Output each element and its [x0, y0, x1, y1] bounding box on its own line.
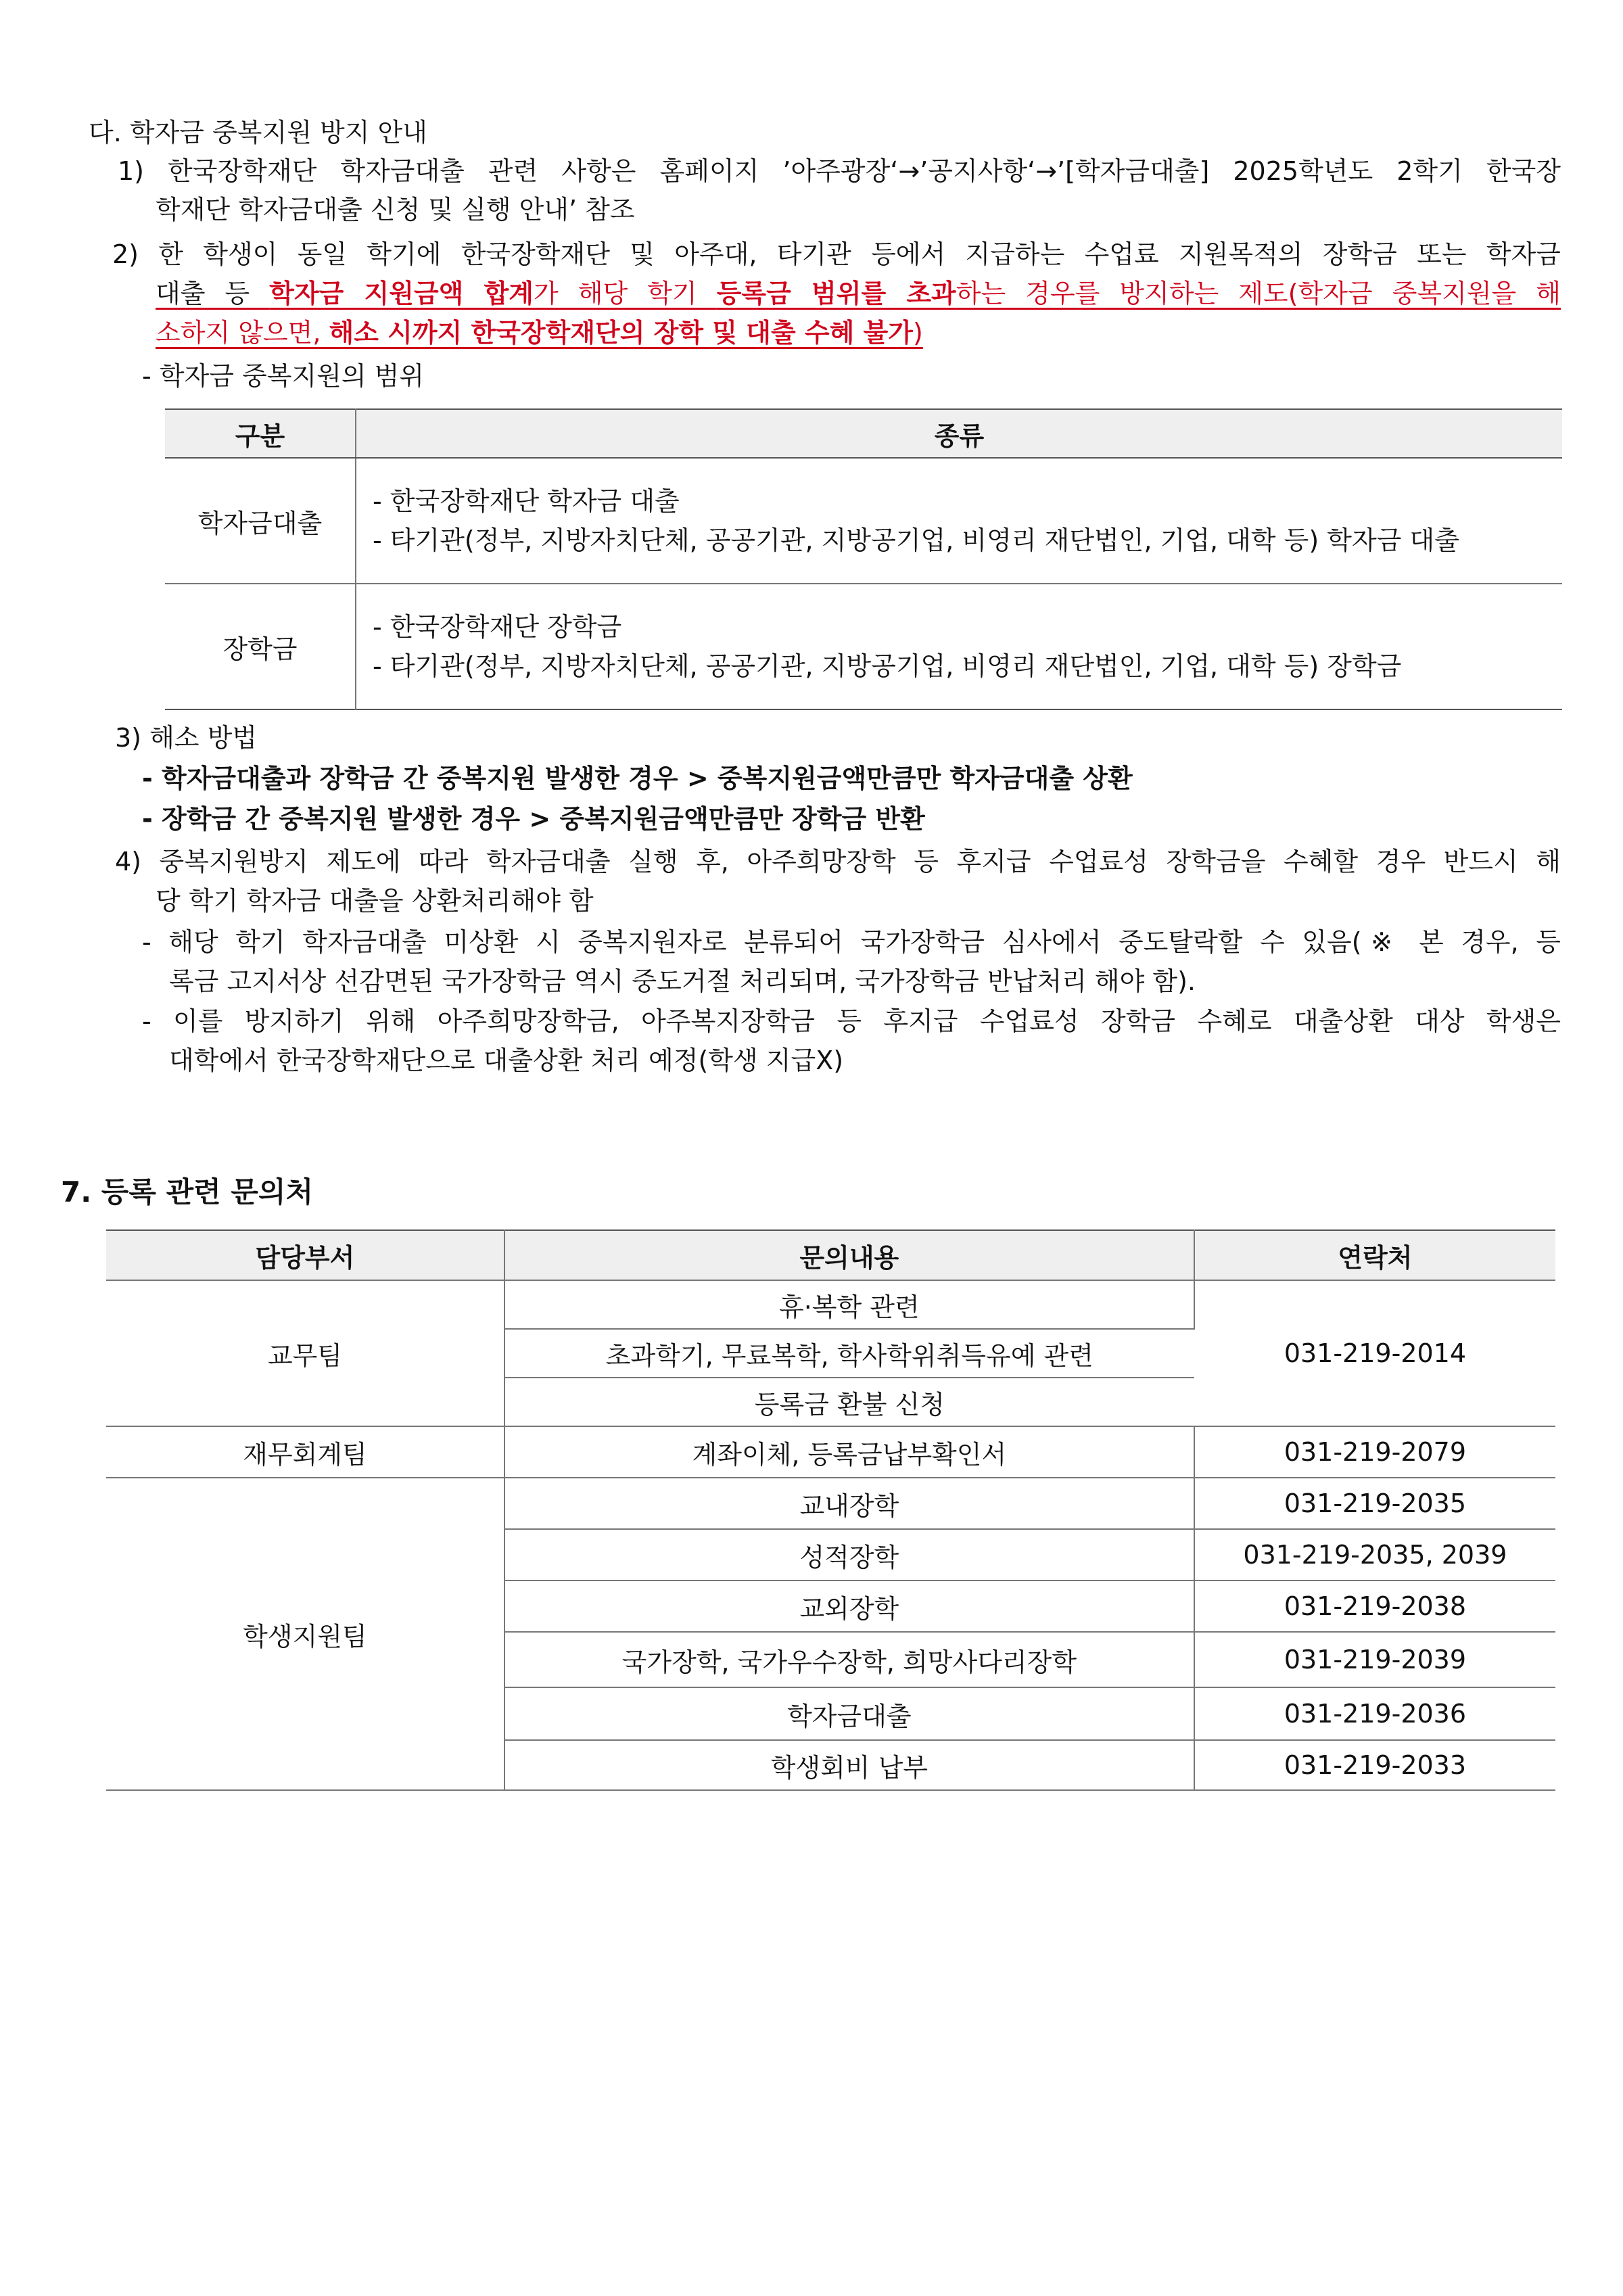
item4-line1: 4) 중복지원방지 제도에 따라 학자금대출 실행 후, 아주희망장학 등 후지급 수업료성 장학금을 수혜할 경우 반드시 해 [115, 847, 1561, 876]
item2-line2-bold2: 등록금 범위를 초과 [716, 279, 956, 308]
item4-line3: - 해당 학기 학자금대출 미상환 시 중복지원자로 분류되어 국가장학금 심사에서 중도탈락할 수 있음(※ 본 경우, 등 [142, 927, 1561, 957]
scope-category-scholarship: 장학금 [165, 584, 356, 709]
contact-phone: 031-219-2036 [1194, 1687, 1555, 1740]
table-row [165, 458, 1562, 584]
contact-item: 국가장학, 국가우수장학, 희망사다리장학 [504, 1632, 1194, 1687]
section7-heading: 7. 등록 관련 문의처 [61, 1175, 314, 1209]
scope-label: - 학자금 중복지원의 범위 [142, 361, 425, 391]
table-row [106, 1280, 1555, 1329]
phone-finance: 031-219-2079 [1194, 1426, 1555, 1478]
scope-kind-line: - 한국장학재단 장학금 [373, 612, 622, 642]
scope-table [165, 408, 1562, 710]
contact-item: 휴·복학 관련 [504, 1280, 1194, 1329]
item1-line1: 1) 한국장학재단 학자금대출 관련 사항은 홈페이지 ’아주광장‘→’공지사항‘→’[학자금대출] 2025학년도 2학기 한국장 [118, 156, 1561, 186]
item3-line2: - 장학금 간 중복지원 발생한 경우 > 중복지원금액만큼만 장학금 반환 [142, 804, 925, 834]
contact-table-header-row [106, 1230, 1555, 1280]
contact-item: 등록금 환불 신청 [504, 1378, 1194, 1426]
scope-header-kind: 종류 [356, 409, 1562, 458]
contact-header-dept: 담당부서 [106, 1230, 504, 1280]
item2-line2-prefix: 대출 등 [156, 279, 270, 308]
phone-academic: 031-219-2014 [1194, 1280, 1555, 1426]
item4-line4: 록금 고지서상 선감면된 국가장학금 역시 중도거절 처리되며, 국가장학금 반납처리 해야 함). [169, 966, 1196, 996]
contact-item: 계좌이체, 등록금납부확인서 [504, 1426, 1194, 1478]
contact-phone: 031-219-2038 [1194, 1580, 1555, 1632]
item2-line2-mid2: 하는 경우를 방지하는 제도(학자금 중복지원을 해 [956, 279, 1561, 308]
item3-heading: 3) 해소 방법 [115, 723, 257, 753]
contact-table [106, 1229, 1555, 1791]
contact-item: 교내장학 [504, 1478, 1194, 1529]
item1-line2: 학재단 학자금대출 신청 및 실행 안내’ 참조 [156, 195, 635, 225]
item4-line2: 당 학기 학자금 대출을 상환처리해야 함 [156, 886, 594, 916]
contact-header-phone: 연락처 [1194, 1230, 1555, 1280]
contact-phone: 031-219-2035, 2039 [1194, 1529, 1555, 1580]
item4-line6: 대학에서 한국장학재단으로 대출상환 처리 예정(학생 지급X) [169, 1046, 844, 1075]
contact-item: 초과학기, 무료복학, 학사학위취득유예 관련 [504, 1329, 1194, 1378]
contact-phone: 031-219-2033 [1194, 1740, 1555, 1790]
item2-line1: 2) 한 학생이 동일 학기에 한국장학재단 및 아주대, 타기관 등에서 지급하는 수업료 지원목적의 장학금 또는 학자금 [112, 239, 1561, 269]
scope-table-header-row [165, 409, 1562, 458]
section-da-heading: 다. 학자금 중복지원 방지 안내 [89, 118, 427, 147]
item2-line2-bold1: 학자금 지원금액 합계 [269, 279, 534, 308]
item4-line5: - 이를 방지하기 위해 아주희망장학금, 아주복지장학금 등 후지급 수업료성 장학금 수혜로 대출상환 대상 학생은 [142, 1006, 1561, 1036]
contact-item: 교외장학 [504, 1580, 1194, 1632]
table-row [106, 1478, 1555, 1529]
table-row [165, 584, 1562, 709]
contact-item: 학자금대출 [504, 1687, 1194, 1740]
contact-phone: 031-219-2039 [1194, 1632, 1555, 1687]
item2-line3-bold: 해소 시까지 한국장학재단의 장학 및 대출 수혜 불가 [329, 318, 913, 348]
item2-line2-mid1: 가 해당 학기 [534, 279, 717, 308]
item3-line1: - 학자금대출과 장학금 간 중복지원 발생한 경우 > 중복지원금액만큼만 학자금대출 상환 [142, 764, 1133, 793]
dept-student-support: 학생지원팀 [106, 1478, 504, 1790]
item2-line3-prefix: 소하지 않으면, [156, 318, 329, 348]
scope-kind-loan [356, 458, 1562, 584]
table-row [106, 1426, 1555, 1478]
scope-kind-line: - 타기관(정부, 지방자치단체, 공공기관, 지방공기업, 비영리 재단법인, 기업, 대학 등) 장학금 [373, 651, 1402, 681]
scope-header-category: 구분 [165, 409, 356, 458]
item2-line2 [156, 273, 1561, 314]
scope-category-loan: 학자금대출 [165, 458, 356, 584]
scope-kind-line: - 한국장학재단 학자금 대출 [373, 486, 680, 516]
item2-line3 [156, 312, 923, 353]
contact-item: 학생회비 납부 [504, 1740, 1194, 1790]
dept-finance: 재무회계팀 [106, 1426, 504, 1478]
contact-item: 성적장학 [504, 1529, 1194, 1580]
dept-academic: 교무팀 [106, 1280, 504, 1426]
scope-kind-line: - 타기관(정부, 지방자치단체, 공공기관, 지방공기업, 비영리 재단법인, 기업, 대학 등) 학자금 대출 [373, 525, 1459, 555]
scope-kind-scholarship [356, 584, 1562, 709]
item2-line3-suffix: ) [912, 318, 923, 348]
contact-header-content: 문의내용 [504, 1230, 1194, 1280]
contact-phone: 031-219-2035 [1194, 1478, 1555, 1529]
